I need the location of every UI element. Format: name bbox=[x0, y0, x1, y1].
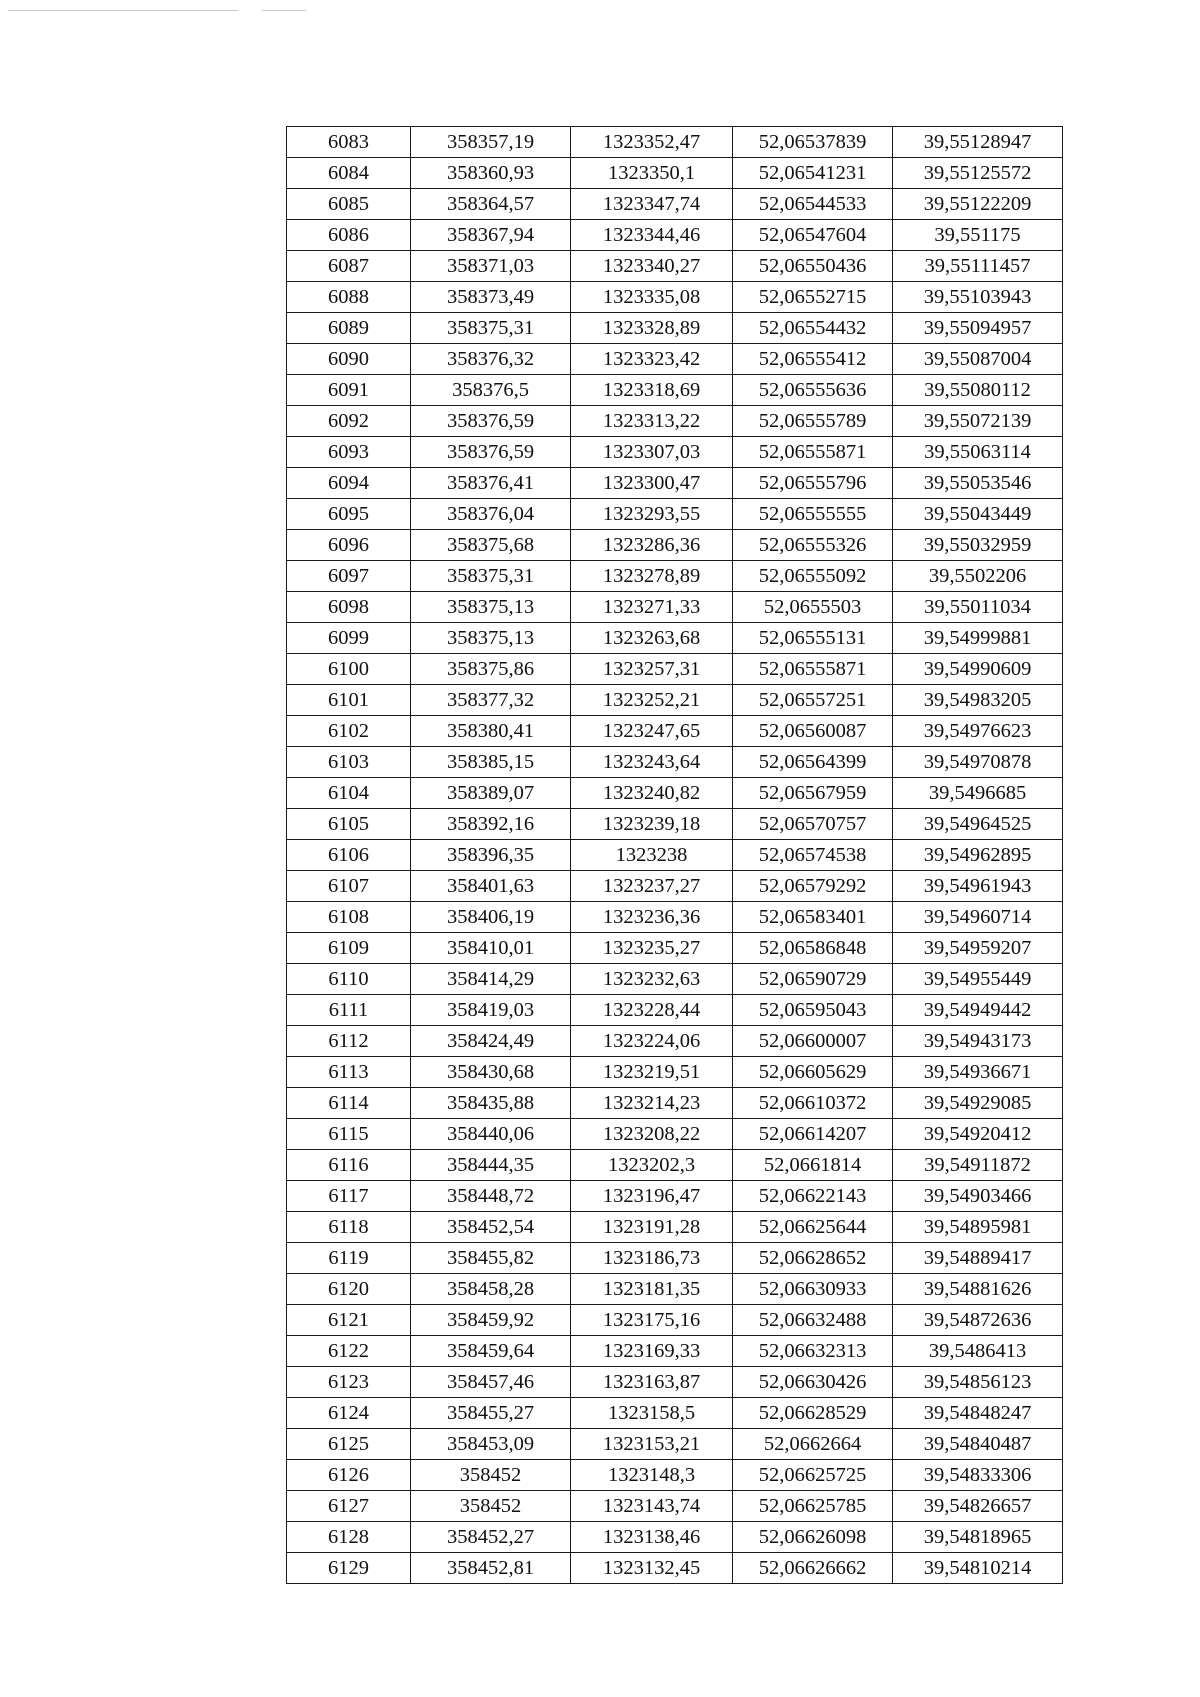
point-number-cell: 6114 bbox=[287, 1088, 411, 1119]
x-coordinate-cell: 358459,92 bbox=[411, 1305, 571, 1336]
table-row bbox=[287, 902, 1063, 933]
table-row bbox=[287, 871, 1063, 902]
y-coordinate-cell: 1323352,47 bbox=[571, 127, 733, 158]
latitude-cell: 52,06570757 bbox=[733, 809, 893, 840]
x-coordinate-cell: 358389,07 bbox=[411, 778, 571, 809]
latitude-cell: 52,06625785 bbox=[733, 1491, 893, 1522]
x-coordinate-cell: 358360,93 bbox=[411, 158, 571, 189]
point-number-cell: 6113 bbox=[287, 1057, 411, 1088]
x-coordinate-cell: 358376,04 bbox=[411, 499, 571, 530]
latitude-cell: 52,06628529 bbox=[733, 1398, 893, 1429]
x-coordinate-cell: 358385,15 bbox=[411, 747, 571, 778]
table-row bbox=[287, 1057, 1063, 1088]
latitude-cell: 52,06555412 bbox=[733, 344, 893, 375]
x-coordinate-cell: 358455,82 bbox=[411, 1243, 571, 1274]
y-coordinate-cell: 1323236,36 bbox=[571, 902, 733, 933]
longitude-cell: 39,54929085 bbox=[893, 1088, 1063, 1119]
latitude-cell: 52,06595043 bbox=[733, 995, 893, 1026]
y-coordinate-cell: 1323132,45 bbox=[571, 1553, 733, 1584]
y-coordinate-cell: 1323175,16 bbox=[571, 1305, 733, 1336]
y-coordinate-cell: 1323340,27 bbox=[571, 251, 733, 282]
longitude-cell: 39,54872636 bbox=[893, 1305, 1063, 1336]
point-number-cell: 6085 bbox=[287, 189, 411, 220]
table-row bbox=[287, 809, 1063, 840]
longitude-cell: 39,54962895 bbox=[893, 840, 1063, 871]
point-number-cell: 6129 bbox=[287, 1553, 411, 1584]
longitude-cell: 39,55032959 bbox=[893, 530, 1063, 561]
longitude-cell: 39,5486413 bbox=[893, 1336, 1063, 1367]
y-coordinate-cell: 1323257,31 bbox=[571, 654, 733, 685]
latitude-cell: 52,06555131 bbox=[733, 623, 893, 654]
table-row bbox=[287, 623, 1063, 654]
latitude-cell: 52,0661814 bbox=[733, 1150, 893, 1181]
longitude-cell: 39,54810214 bbox=[893, 1553, 1063, 1584]
longitude-cell: 39,54999881 bbox=[893, 623, 1063, 654]
x-coordinate-cell: 358380,41 bbox=[411, 716, 571, 747]
longitude-cell: 39,54889417 bbox=[893, 1243, 1063, 1274]
table-row bbox=[287, 561, 1063, 592]
latitude-cell: 52,06555555 bbox=[733, 499, 893, 530]
x-coordinate-cell: 358401,63 bbox=[411, 871, 571, 902]
table-row bbox=[287, 1026, 1063, 1057]
longitude-cell: 39,54936671 bbox=[893, 1057, 1063, 1088]
y-coordinate-cell: 1323252,21 bbox=[571, 685, 733, 716]
longitude-cell: 39,54949442 bbox=[893, 995, 1063, 1026]
y-coordinate-cell: 1323318,69 bbox=[571, 375, 733, 406]
table-row bbox=[287, 530, 1063, 561]
longitude-cell: 39,54826657 bbox=[893, 1491, 1063, 1522]
point-number-cell: 6099 bbox=[287, 623, 411, 654]
point-number-cell: 6118 bbox=[287, 1212, 411, 1243]
y-coordinate-cell: 1323239,18 bbox=[571, 809, 733, 840]
table-row bbox=[287, 1367, 1063, 1398]
longitude-cell: 39,55072139 bbox=[893, 406, 1063, 437]
longitude-cell: 39,55043449 bbox=[893, 499, 1063, 530]
y-coordinate-cell: 1323169,33 bbox=[571, 1336, 733, 1367]
x-coordinate-cell: 358410,01 bbox=[411, 933, 571, 964]
y-coordinate-cell: 1323148,3 bbox=[571, 1460, 733, 1491]
table-row bbox=[287, 1150, 1063, 1181]
longitude-cell: 39,5496685 bbox=[893, 778, 1063, 809]
table-row bbox=[287, 375, 1063, 406]
x-coordinate-cell: 358375,13 bbox=[411, 592, 571, 623]
y-coordinate-cell: 1323202,3 bbox=[571, 1150, 733, 1181]
table-row bbox=[287, 933, 1063, 964]
table-row bbox=[287, 1119, 1063, 1150]
table-row bbox=[287, 1243, 1063, 1274]
latitude-cell: 52,06555326 bbox=[733, 530, 893, 561]
latitude-cell: 52,06557251 bbox=[733, 685, 893, 716]
x-coordinate-cell: 358392,16 bbox=[411, 809, 571, 840]
longitude-cell: 39,54911872 bbox=[893, 1150, 1063, 1181]
latitude-cell: 52,06622143 bbox=[733, 1181, 893, 1212]
table-row bbox=[287, 654, 1063, 685]
longitude-cell: 39,55128947 bbox=[893, 127, 1063, 158]
point-number-cell: 6103 bbox=[287, 747, 411, 778]
longitude-cell: 39,54970878 bbox=[893, 747, 1063, 778]
x-coordinate-cell: 358375,13 bbox=[411, 623, 571, 654]
point-number-cell: 6087 bbox=[287, 251, 411, 282]
table-row bbox=[287, 220, 1063, 251]
x-coordinate-cell: 358376,59 bbox=[411, 437, 571, 468]
y-coordinate-cell: 1323186,73 bbox=[571, 1243, 733, 1274]
point-number-cell: 6096 bbox=[287, 530, 411, 561]
point-number-cell: 6122 bbox=[287, 1336, 411, 1367]
table-row bbox=[287, 468, 1063, 499]
y-coordinate-cell: 1323138,46 bbox=[571, 1522, 733, 1553]
table-row bbox=[287, 1522, 1063, 1553]
point-number-cell: 6092 bbox=[287, 406, 411, 437]
table-row bbox=[287, 592, 1063, 623]
longitude-cell: 39,54961943 bbox=[893, 871, 1063, 902]
longitude-cell: 39,5502206 bbox=[893, 561, 1063, 592]
latitude-cell: 52,06590729 bbox=[733, 964, 893, 995]
table-row bbox=[287, 778, 1063, 809]
x-coordinate-cell: 358373,49 bbox=[411, 282, 571, 313]
x-coordinate-cell: 358376,32 bbox=[411, 344, 571, 375]
table-row bbox=[287, 716, 1063, 747]
y-coordinate-cell: 1323263,68 bbox=[571, 623, 733, 654]
y-coordinate-cell: 1323328,89 bbox=[571, 313, 733, 344]
latitude-cell: 52,06567959 bbox=[733, 778, 893, 809]
point-number-cell: 6117 bbox=[287, 1181, 411, 1212]
x-coordinate-cell: 358452 bbox=[411, 1460, 571, 1491]
latitude-cell: 52,06579292 bbox=[733, 871, 893, 902]
point-number-cell: 6109 bbox=[287, 933, 411, 964]
x-coordinate-cell: 358375,86 bbox=[411, 654, 571, 685]
y-coordinate-cell: 1323153,21 bbox=[571, 1429, 733, 1460]
latitude-cell: 52,06632313 bbox=[733, 1336, 893, 1367]
y-coordinate-cell: 1323313,22 bbox=[571, 406, 733, 437]
x-coordinate-cell: 358376,5 bbox=[411, 375, 571, 406]
latitude-cell: 52,06550436 bbox=[733, 251, 893, 282]
x-coordinate-cell: 358377,32 bbox=[411, 685, 571, 716]
table-row bbox=[287, 1336, 1063, 1367]
point-number-cell: 6095 bbox=[287, 499, 411, 530]
y-coordinate-cell: 1323235,27 bbox=[571, 933, 733, 964]
latitude-cell: 52,06555871 bbox=[733, 654, 893, 685]
y-coordinate-cell: 1323293,55 bbox=[571, 499, 733, 530]
x-coordinate-cell: 358364,57 bbox=[411, 189, 571, 220]
latitude-cell: 52,06605629 bbox=[733, 1057, 893, 1088]
y-coordinate-cell: 1323271,33 bbox=[571, 592, 733, 623]
longitude-cell: 39,55094957 bbox=[893, 313, 1063, 344]
x-coordinate-cell: 358375,31 bbox=[411, 313, 571, 344]
y-coordinate-cell: 1323163,87 bbox=[571, 1367, 733, 1398]
latitude-cell: 52,06614207 bbox=[733, 1119, 893, 1150]
longitude-cell: 39,54840487 bbox=[893, 1429, 1063, 1460]
latitude-cell: 52,06541231 bbox=[733, 158, 893, 189]
x-coordinate-cell: 358452 bbox=[411, 1491, 571, 1522]
latitude-cell: 52,06600007 bbox=[733, 1026, 893, 1057]
y-coordinate-cell: 1323278,89 bbox=[571, 561, 733, 592]
longitude-cell: 39,54983205 bbox=[893, 685, 1063, 716]
latitude-cell: 52,06554432 bbox=[733, 313, 893, 344]
point-number-cell: 6120 bbox=[287, 1274, 411, 1305]
latitude-cell: 52,06544533 bbox=[733, 189, 893, 220]
latitude-cell: 52,06586848 bbox=[733, 933, 893, 964]
longitude-cell: 39,54943173 bbox=[893, 1026, 1063, 1057]
x-coordinate-cell: 358455,27 bbox=[411, 1398, 571, 1429]
table-row bbox=[287, 499, 1063, 530]
y-coordinate-cell: 1323344,46 bbox=[571, 220, 733, 251]
table-row bbox=[287, 840, 1063, 871]
scan-artifact-line bbox=[262, 10, 306, 11]
table-row bbox=[287, 1305, 1063, 1336]
point-number-cell: 6108 bbox=[287, 902, 411, 933]
y-coordinate-cell: 1323350,1 bbox=[571, 158, 733, 189]
table-row bbox=[287, 1429, 1063, 1460]
point-number-cell: 6084 bbox=[287, 158, 411, 189]
latitude-cell: 52,06628652 bbox=[733, 1243, 893, 1274]
y-coordinate-cell: 1323323,42 bbox=[571, 344, 733, 375]
point-number-cell: 6115 bbox=[287, 1119, 411, 1150]
latitude-cell: 52,06564399 bbox=[733, 747, 893, 778]
x-coordinate-cell: 358459,64 bbox=[411, 1336, 571, 1367]
point-number-cell: 6104 bbox=[287, 778, 411, 809]
table-row bbox=[287, 1491, 1063, 1522]
latitude-cell: 52,06625725 bbox=[733, 1460, 893, 1491]
table-row bbox=[287, 747, 1063, 778]
point-number-cell: 6100 bbox=[287, 654, 411, 685]
latitude-cell: 52,06610372 bbox=[733, 1088, 893, 1119]
table-row bbox=[287, 995, 1063, 1026]
table-row bbox=[287, 282, 1063, 313]
latitude-cell: 52,06574538 bbox=[733, 840, 893, 871]
point-number-cell: 6107 bbox=[287, 871, 411, 902]
longitude-cell: 39,54990609 bbox=[893, 654, 1063, 685]
latitude-cell: 52,06625644 bbox=[733, 1212, 893, 1243]
y-coordinate-cell: 1323247,65 bbox=[571, 716, 733, 747]
point-number-cell: 6090 bbox=[287, 344, 411, 375]
table-row bbox=[287, 685, 1063, 716]
table-row bbox=[287, 406, 1063, 437]
x-coordinate-cell: 358458,28 bbox=[411, 1274, 571, 1305]
table-row bbox=[287, 964, 1063, 995]
point-number-cell: 6119 bbox=[287, 1243, 411, 1274]
point-number-cell: 6121 bbox=[287, 1305, 411, 1336]
y-coordinate-cell: 1323224,06 bbox=[571, 1026, 733, 1057]
longitude-cell: 39,55125572 bbox=[893, 158, 1063, 189]
latitude-cell: 52,06537839 bbox=[733, 127, 893, 158]
table-row bbox=[287, 437, 1063, 468]
longitude-cell: 39,54881626 bbox=[893, 1274, 1063, 1305]
y-coordinate-cell: 1323300,47 bbox=[571, 468, 733, 499]
point-number-cell: 6111 bbox=[287, 995, 411, 1026]
point-number-cell: 6126 bbox=[287, 1460, 411, 1491]
point-number-cell: 6123 bbox=[287, 1367, 411, 1398]
longitude-cell: 39,54895981 bbox=[893, 1212, 1063, 1243]
table-row bbox=[287, 1398, 1063, 1429]
x-coordinate-cell: 358444,35 bbox=[411, 1150, 571, 1181]
x-coordinate-cell: 358406,19 bbox=[411, 902, 571, 933]
latitude-cell: 52,06555796 bbox=[733, 468, 893, 499]
latitude-cell: 52,06630426 bbox=[733, 1367, 893, 1398]
y-coordinate-cell: 1323347,74 bbox=[571, 189, 733, 220]
x-coordinate-cell: 358375,68 bbox=[411, 530, 571, 561]
table-row bbox=[287, 1553, 1063, 1584]
y-coordinate-cell: 1323219,51 bbox=[571, 1057, 733, 1088]
latitude-cell: 52,0655503 bbox=[733, 592, 893, 623]
scan-artifact-line bbox=[8, 10, 238, 11]
y-coordinate-cell: 1323208,22 bbox=[571, 1119, 733, 1150]
point-number-cell: 6091 bbox=[287, 375, 411, 406]
latitude-cell: 52,06555636 bbox=[733, 375, 893, 406]
x-coordinate-cell: 358435,88 bbox=[411, 1088, 571, 1119]
longitude-cell: 39,54903466 bbox=[893, 1181, 1063, 1212]
longitude-cell: 39,54959207 bbox=[893, 933, 1063, 964]
latitude-cell: 52,06632488 bbox=[733, 1305, 893, 1336]
x-coordinate-cell: 358376,59 bbox=[411, 406, 571, 437]
longitude-cell: 39,54964525 bbox=[893, 809, 1063, 840]
point-number-cell: 6094 bbox=[287, 468, 411, 499]
y-coordinate-cell: 1323214,23 bbox=[571, 1088, 733, 1119]
point-number-cell: 6112 bbox=[287, 1026, 411, 1057]
point-number-cell: 6101 bbox=[287, 685, 411, 716]
y-coordinate-cell: 1323181,35 bbox=[571, 1274, 733, 1305]
latitude-cell: 52,0662664 bbox=[733, 1429, 893, 1460]
table-row bbox=[287, 1212, 1063, 1243]
x-coordinate-cell: 358376,41 bbox=[411, 468, 571, 499]
table-row bbox=[287, 189, 1063, 220]
longitude-cell: 39,54955449 bbox=[893, 964, 1063, 995]
point-number-cell: 6097 bbox=[287, 561, 411, 592]
longitude-cell: 39,54856123 bbox=[893, 1367, 1063, 1398]
longitude-cell: 39,55063114 bbox=[893, 437, 1063, 468]
x-coordinate-cell: 358452,81 bbox=[411, 1553, 571, 1584]
y-coordinate-cell: 1323243,64 bbox=[571, 747, 733, 778]
y-coordinate-cell: 1323238 bbox=[571, 840, 733, 871]
longitude-cell: 39,54976623 bbox=[893, 716, 1063, 747]
x-coordinate-cell: 358452,54 bbox=[411, 1212, 571, 1243]
latitude-cell: 52,06626662 bbox=[733, 1553, 893, 1584]
latitude-cell: 52,06626098 bbox=[733, 1522, 893, 1553]
point-number-cell: 6128 bbox=[287, 1522, 411, 1553]
point-number-cell: 6102 bbox=[287, 716, 411, 747]
y-coordinate-cell: 1323240,82 bbox=[571, 778, 733, 809]
x-coordinate-cell: 358371,03 bbox=[411, 251, 571, 282]
latitude-cell: 52,06555789 bbox=[733, 406, 893, 437]
x-coordinate-cell: 358440,06 bbox=[411, 1119, 571, 1150]
latitude-cell: 52,06547604 bbox=[733, 220, 893, 251]
latitude-cell: 52,06583401 bbox=[733, 902, 893, 933]
table-row bbox=[287, 127, 1063, 158]
table-row bbox=[287, 313, 1063, 344]
x-coordinate-cell: 358457,46 bbox=[411, 1367, 571, 1398]
longitude-cell: 39,55122209 bbox=[893, 189, 1063, 220]
y-coordinate-cell: 1323158,5 bbox=[571, 1398, 733, 1429]
table-row bbox=[287, 158, 1063, 189]
point-number-cell: 6110 bbox=[287, 964, 411, 995]
point-number-cell: 6089 bbox=[287, 313, 411, 344]
y-coordinate-cell: 1323335,08 bbox=[571, 282, 733, 313]
longitude-cell: 39,55087004 bbox=[893, 344, 1063, 375]
x-coordinate-cell: 358419,03 bbox=[411, 995, 571, 1026]
y-coordinate-cell: 1323228,44 bbox=[571, 995, 733, 1026]
table-row bbox=[287, 1460, 1063, 1491]
longitude-cell: 39,55053546 bbox=[893, 468, 1063, 499]
longitude-cell: 39,551175 bbox=[893, 220, 1063, 251]
y-coordinate-cell: 1323232,63 bbox=[571, 964, 733, 995]
point-number-cell: 6086 bbox=[287, 220, 411, 251]
longitude-cell: 39,54960714 bbox=[893, 902, 1063, 933]
table-row bbox=[287, 1274, 1063, 1305]
latitude-cell: 52,06552715 bbox=[733, 282, 893, 313]
longitude-cell: 39,55111457 bbox=[893, 251, 1063, 282]
x-coordinate-cell: 358357,19 bbox=[411, 127, 571, 158]
coordinates-table bbox=[286, 126, 1063, 1584]
y-coordinate-cell: 1323237,27 bbox=[571, 871, 733, 902]
point-number-cell: 6106 bbox=[287, 840, 411, 871]
table-row bbox=[287, 251, 1063, 282]
x-coordinate-cell: 358448,72 bbox=[411, 1181, 571, 1212]
x-coordinate-cell: 358396,35 bbox=[411, 840, 571, 871]
x-coordinate-cell: 358424,49 bbox=[411, 1026, 571, 1057]
x-coordinate-cell: 358414,29 bbox=[411, 964, 571, 995]
x-coordinate-cell: 358367,94 bbox=[411, 220, 571, 251]
longitude-cell: 39,54848247 bbox=[893, 1398, 1063, 1429]
table-row bbox=[287, 344, 1063, 375]
longitude-cell: 39,55011034 bbox=[893, 592, 1063, 623]
longitude-cell: 39,55103943 bbox=[893, 282, 1063, 313]
x-coordinate-cell: 358453,09 bbox=[411, 1429, 571, 1460]
latitude-cell: 52,06555871 bbox=[733, 437, 893, 468]
point-number-cell: 6116 bbox=[287, 1150, 411, 1181]
y-coordinate-cell: 1323143,74 bbox=[571, 1491, 733, 1522]
y-coordinate-cell: 1323307,03 bbox=[571, 437, 733, 468]
table-row bbox=[287, 1181, 1063, 1212]
coordinates-table-body bbox=[287, 127, 1063, 1584]
longitude-cell: 39,54833306 bbox=[893, 1460, 1063, 1491]
table-row bbox=[287, 1088, 1063, 1119]
y-coordinate-cell: 1323286,36 bbox=[571, 530, 733, 561]
x-coordinate-cell: 358430,68 bbox=[411, 1057, 571, 1088]
y-coordinate-cell: 1323196,47 bbox=[571, 1181, 733, 1212]
y-coordinate-cell: 1323191,28 bbox=[571, 1212, 733, 1243]
point-number-cell: 6088 bbox=[287, 282, 411, 313]
latitude-cell: 52,06560087 bbox=[733, 716, 893, 747]
longitude-cell: 39,54818965 bbox=[893, 1522, 1063, 1553]
latitude-cell: 52,06630933 bbox=[733, 1274, 893, 1305]
point-number-cell: 6125 bbox=[287, 1429, 411, 1460]
point-number-cell: 6127 bbox=[287, 1491, 411, 1522]
point-number-cell: 6105 bbox=[287, 809, 411, 840]
x-coordinate-cell: 358375,31 bbox=[411, 561, 571, 592]
longitude-cell: 39,54920412 bbox=[893, 1119, 1063, 1150]
longitude-cell: 39,55080112 bbox=[893, 375, 1063, 406]
point-number-cell: 6093 bbox=[287, 437, 411, 468]
x-coordinate-cell: 358452,27 bbox=[411, 1522, 571, 1553]
latitude-cell: 52,06555092 bbox=[733, 561, 893, 592]
point-number-cell: 6098 bbox=[287, 592, 411, 623]
point-number-cell: 6083 bbox=[287, 127, 411, 158]
point-number-cell: 6124 bbox=[287, 1398, 411, 1429]
